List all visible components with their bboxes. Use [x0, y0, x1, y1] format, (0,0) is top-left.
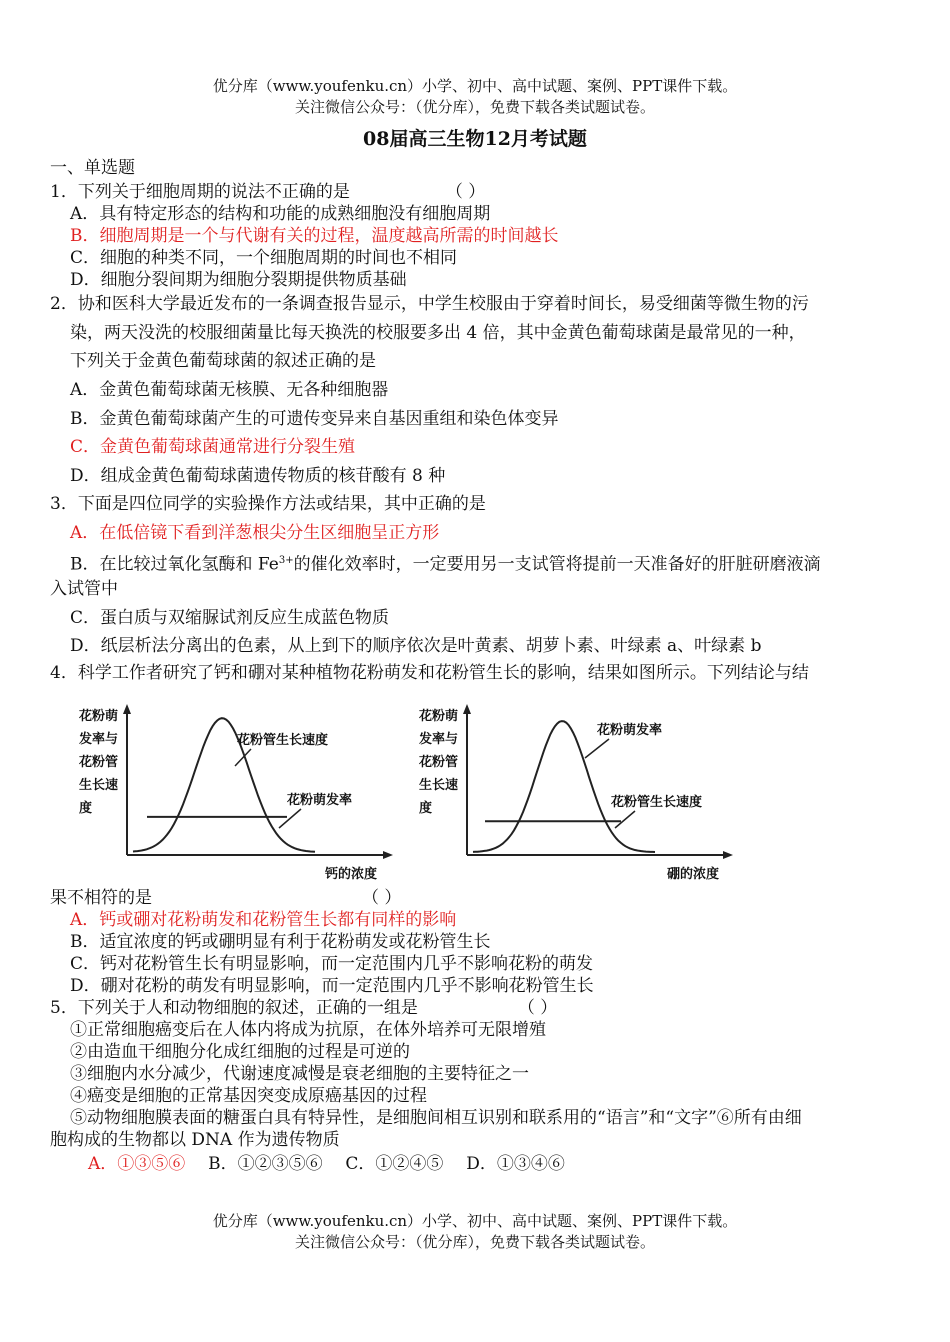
bell-label-pointer	[585, 739, 609, 758]
q2-option-d: D．组成金黄色葡萄球菌遗传物质的核苷酸有 8 种	[70, 466, 446, 486]
q4-option-d: D．硼对花粉的萌发有明显影响，而一定范围内几乎不影响花粉管生长	[70, 976, 594, 996]
header-line-1: 优分库（www.youfenku.cn）小学、初中、高中试题、案例、PPT课件下载。	[212, 77, 738, 95]
q1-option-d: D．细胞分裂间期为细胞分裂期提供物质基础	[70, 270, 407, 290]
flat-label-pointer	[615, 811, 635, 828]
calcium-chart	[75, 700, 395, 885]
q1-answer-paren: （ ）	[445, 182, 486, 202]
q2-stem-line-1: 2．协和医科大学最近发布的一条调查报告显示，中学生校服由于穿着时间长，易受细菌等微生物的污	[50, 294, 809, 314]
y-axis-label-line: 花粉管	[79, 755, 119, 770]
q3-option-d: D．纸层析法分离出的色素，从上到下的顺序依次是叶黄素、胡萝卜素、叶绿素 a、叶绿素 b	[70, 636, 762, 656]
q3-b-post: 的催化效率时，一定要用另一支试管将提前一天准备好的肝脏研磨液滴	[293, 554, 821, 575]
y-axis-label-line: 发率与	[419, 732, 459, 747]
q3-stem: 3．下面是四位同学的实验操作方法或结果，其中正确的是	[50, 494, 486, 514]
footer-line-2: 关注微信公众号：（优分库），免费下载各类试题试卷。	[294, 1233, 655, 1251]
q5-option-d: D．①③④⑥	[466, 1154, 565, 1174]
q4-stem-text: 果不相符的是	[50, 888, 152, 908]
footer-line-1: 优分库（www.youfenku.cn）小学、初中、高中试题、案例、PPT课件下载。	[212, 1212, 738, 1230]
q5-options	[88, 1153, 565, 1175]
y-axis-label-line: 发率与	[79, 732, 119, 747]
y-axis-label-line: 生长速	[419, 778, 459, 793]
header-line-2: 关注微信公众号：（优分库），免费下载各类试题试卷。	[294, 98, 655, 116]
y-axis-label-line: 花粉萌	[419, 709, 459, 724]
bell-curve	[473, 721, 655, 852]
bell-curve-label: 花粉管生长速度	[237, 733, 329, 748]
x-axis-label: 钙的浓度	[325, 867, 378, 882]
q4-stem-line-2	[50, 887, 401, 909]
q2-option-b: B．金黄色葡萄球菌产生的可遗传变异来自基因重组和染色体变异	[70, 409, 559, 429]
y-axis-label-line: 花粉管	[419, 755, 459, 770]
q5-item-3: ③细胞内水分减少，代谢速度减慢是衰老细胞的主要特征之一	[70, 1064, 529, 1084]
q3-b-superscript: 3+	[278, 555, 294, 566]
q5-item-4: ④癌变是细胞的正常基因突变成原癌基因的过程	[70, 1086, 427, 1106]
q2-option-a: A．金黄色葡萄球菌无核膜、无各种细胞器	[70, 380, 389, 400]
y-axis-label-line: 花粉萌	[79, 709, 119, 724]
bell-curve-label: 花粉萌发率	[597, 723, 663, 738]
q3-option-a: A．在低倍镜下看到洋葱根尖分生区细胞呈正方形	[70, 523, 440, 543]
q4-option-c: C．钙对花粉管生长有明显影响，而一定范围内几乎不影响花粉的萌发	[70, 954, 594, 974]
y-axis-label-line: 度	[419, 801, 433, 816]
y-axis-arrow	[463, 704, 471, 714]
q3-option-b-line-1	[70, 550, 821, 576]
flat-label-pointer	[279, 809, 301, 828]
q5-item-1: ①正常细胞癌变后在人体内将成为抗原，在体外培养可无限增殖	[70, 1020, 546, 1040]
x-axis-arrow	[383, 851, 393, 859]
flat-line-label: 花粉管生长速度	[611, 795, 703, 810]
x-axis-arrow	[723, 851, 733, 859]
q5-item-5: ⑤动物细胞膜表面的糖蛋白具有特异性，是细胞间相互识别和联系用的“语言”和“文字”⑥所有由细	[70, 1108, 802, 1128]
q1-option-a: A．具有特定形态的结构和功能的成熟细胞没有细胞周期	[70, 204, 491, 224]
q4-option-a: A．钙或硼对花粉萌发和花粉管生长都有同样的影响	[70, 910, 457, 930]
q5-stem	[50, 997, 557, 1019]
q4-answer-paren: （ ）	[362, 888, 402, 908]
flat-line-label: 花粉萌发率	[287, 793, 353, 808]
section-heading: 一、单选题	[50, 158, 135, 178]
q1-stem	[50, 181, 485, 203]
q2-stem-line-2: 染，两天没洗的校服细菌量比每天换洗的校服要多出 4 倍，其中金黄色葡萄球菌是最常见的一种，	[70, 323, 806, 343]
q5-option-a: A．①③⑤⑥	[88, 1154, 186, 1174]
q5-stem-text: 5．下列关于人和动物细胞的叙述，正确的一组是	[50, 998, 418, 1018]
y-axis-label-line: 生长速	[79, 778, 119, 793]
q2-stem-line-3: 下列关于金黄色葡萄球菌的叙述正确的是	[70, 351, 376, 371]
q1-option-b: B．细胞周期是一个与代谢有关的过程，温度越高所需的时间越长	[70, 226, 559, 246]
y-axis-label-line: 度	[79, 801, 93, 816]
q3-option-c: C．蛋白质与双缩脲试剂反应生成蓝色物质	[70, 608, 390, 628]
q5-option-c: C．①②④⑤	[345, 1154, 444, 1174]
page-title: 08届高三生物12月考试题	[363, 128, 587, 150]
q4-option-b: B．适宜浓度的钙或硼明显有利于花粉萌发或花粉管生长	[70, 932, 491, 952]
q2-option-c: C．金黄色葡萄球菌通常进行分裂生殖	[70, 437, 356, 457]
q3-b-pre: B．在比较过氧化氢酶和 Fe	[70, 554, 279, 575]
q5-answer-paren: （ ）	[517, 998, 558, 1018]
x-axis-label: 硼的浓度	[667, 867, 720, 882]
q1-option-c: C．细胞的种类不同，一个细胞周期的时间也不相同	[70, 248, 458, 268]
y-axis-arrow	[123, 704, 131, 714]
q5-option-b: B．①②③⑤⑥	[208, 1154, 323, 1174]
boron-chart	[415, 700, 735, 885]
q5-item-2: ②由造血干细胞分化成红细胞的过程是可逆的	[70, 1042, 410, 1062]
q4-stem-line-1: 4．科学工作者研究了钙和硼对某种植物花粉萌发和花粉管生长的影响，结果如图所示。下列结论与结	[50, 663, 809, 683]
q3-option-b-line-2: 入试管中	[50, 579, 118, 599]
q5-item-6: 胞构成的生物都以 DNA 作为遗传物质	[50, 1130, 340, 1150]
q1-stem-text: 1．下列关于细胞周期的说法不正确的是	[50, 182, 350, 202]
